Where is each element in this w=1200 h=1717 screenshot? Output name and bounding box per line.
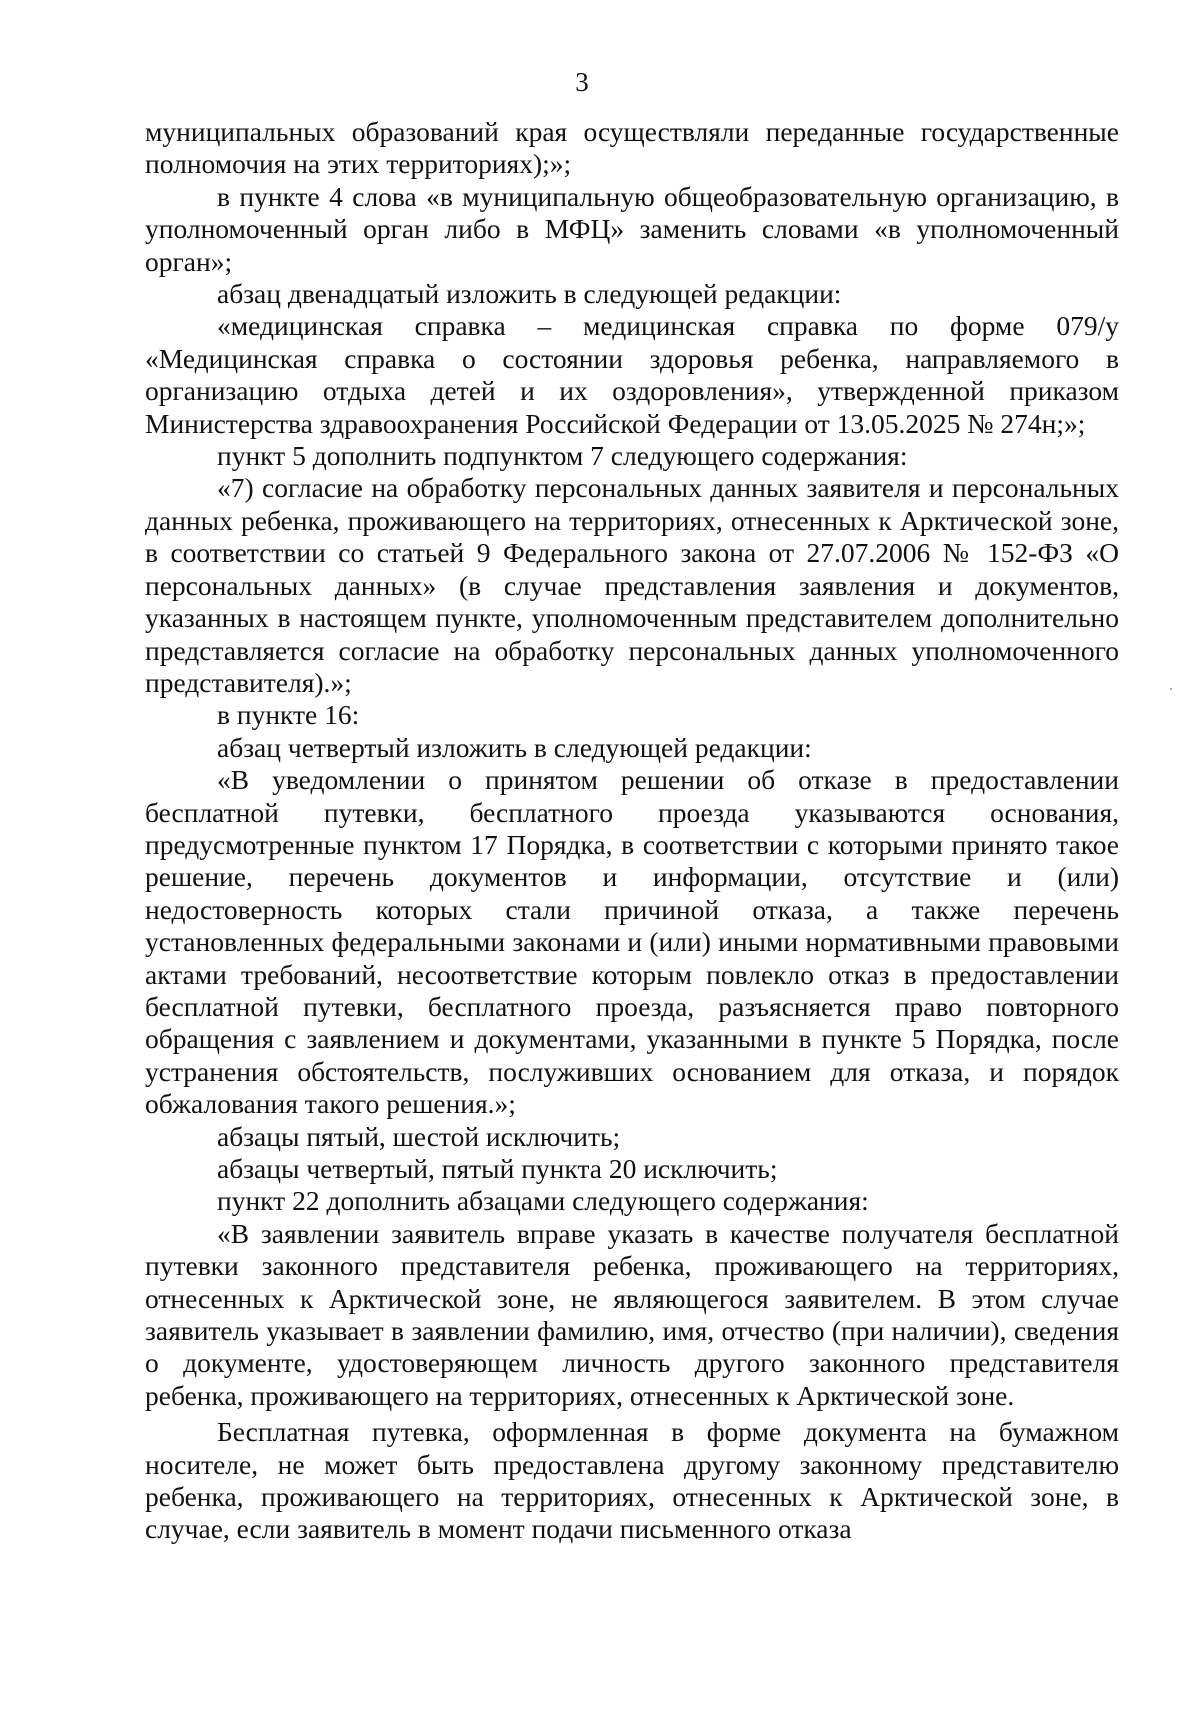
- document-body: [145, 116, 1119, 1546]
- paragraph-point-16: в пункте 16:: [217, 699, 360, 731]
- paragraph-continuation: муниципальных образований края осуществляли переданные государственные полномочия на этих территориях);»;: [145, 116, 1119, 180]
- paragraph-exclude-5-6: абзацы пятый, шестой исключить;: [217, 1120, 621, 1152]
- paragraph-legal-representative: «В заявлении заявитель вправе указать в качестве получателя бесплатной путевки законного представителя ребенка, проживающего на территориях, отнесенных к Арктической зоне, не являющегося заявителем. В этом случае заявитель указывает в заявлении фамилию, имя, отчество (при наличии), сведения о документе, удостоверяющем личность другого законного представителя ребенка, проживающего на территориях, отнесенных к Арктической зоне.: [145, 1217, 1119, 1411]
- paragraph-twelfth-abzac: абзац двенадцатый изложить в следующей редакции:: [217, 278, 842, 310]
- paragraph-fourth-abzac: абзац четвертый изложить в следующей редакции:: [217, 731, 812, 763]
- scan-speck: [1170, 688, 1172, 690]
- paragraph-medical-certificate: «медицинская справка – медицинская справка по форме 079/у «Медицинская справка о состоянии здоровья ребенка, направляемого в организацию отдыха детей и их оздоровления», утвержденной приказом Министерства здравоохранения Российской Федерации от 13.05.2025 № 274н;»;: [145, 310, 1119, 439]
- paragraph-exclude-point-20: абзацы четвертый, пятый пункта 20 исключить;: [217, 1153, 778, 1184]
- paragraph-point-22: пункт 22 дополнить абзацами следующего содержания:: [217, 1185, 869, 1217]
- paragraph-point-5: пункт 5 дополнить подпунктом 7 следующего содержания:: [217, 440, 908, 472]
- paragraph-point-4: в пункте 4 слова «в муниципальную общеобразовательную организацию, в уполномоченный орган либо в МФЦ» заменить словами «в уполномоченный орган»;: [145, 180, 1119, 277]
- paragraph-paper-voucher: Бесплатная путевка, оформленная в форме документа на бумажном носителе, не может быть предоставлена другому законному представителю ребенка, проживающего на территориях, отнесенных к Арктической зоне, в случае, если заявитель в момент подачи письменного отказа: [145, 1416, 1119, 1545]
- paragraph-consent: «7) согласие на обработку персональных данных заявителя и персональных данных ребенка, проживающего на территориях, отнесенных к Арктической зоне, в соответствии со статьей 9 Федерального закона от 27.07.2006 № 152-ФЗ «О персональных данных» (в случае представления заявления и документов, указанных в настоящем пункте, уполномоченным представителем дополнительно представляется согласие на обработку персональных данных уполномоченного представителя).»;: [145, 472, 1119, 698]
- paragraph-notification: «В уведомлении о принятом решении об отказе в предоставлении бесплатной путевки, бесплатного проезда указываются основания, предусмотренные пунктом 17 Порядка, в соответствии с которыми принято такое решение, перечень документов и информации, отсутствие и (или) недостоверность которых стали причиной отказа, а также перечень установленных федеральными законами и (или) иными нормативными правовыми актами требований, несоответствие которым повлекло отказ в предоставлении бесплатной путевки, бесплатного проезда, разъясняется право повторного обращения с заявлением и документами, указанными в пункте 5 Порядка, после устранения обстоятельств, послуживших основанием для отказа, и порядок обжалования такого решения.»;: [145, 764, 1119, 1120]
- page-number: 3: [575, 67, 589, 97]
